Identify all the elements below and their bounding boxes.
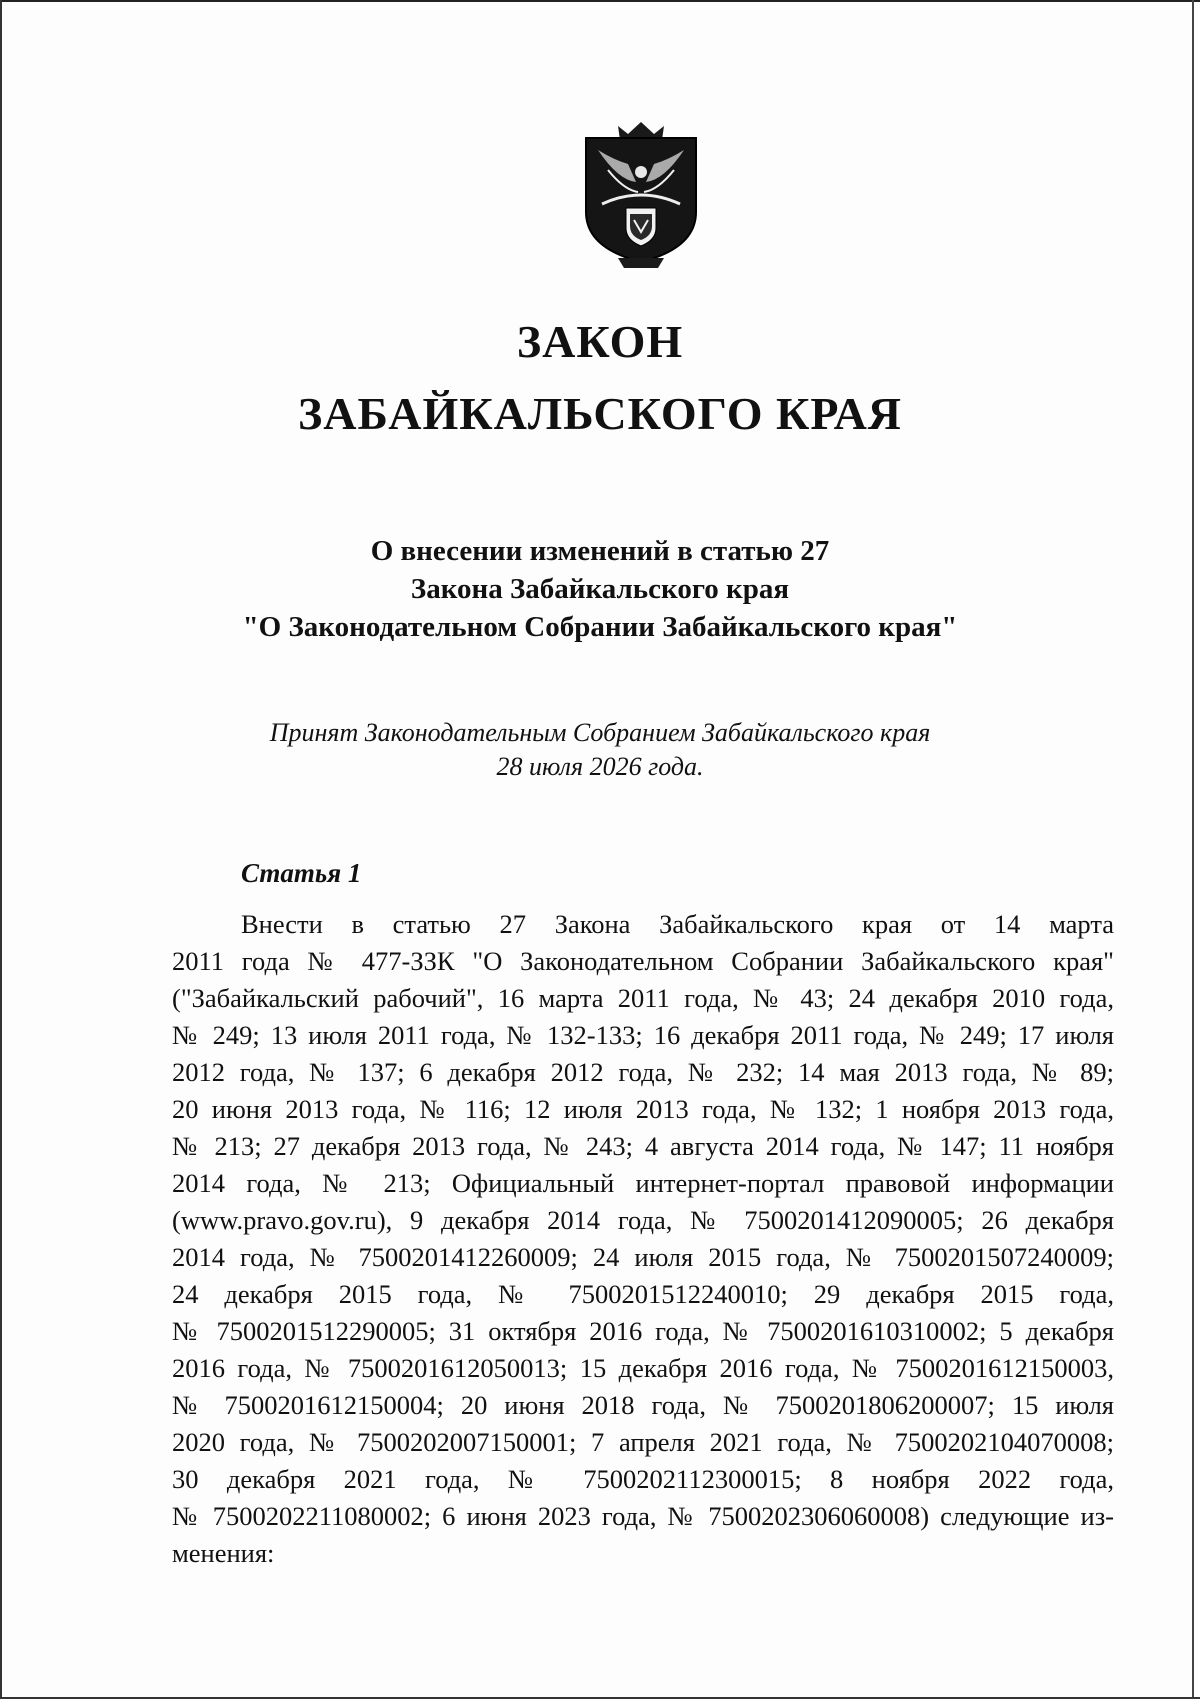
scan-edge-top	[0, 0, 1200, 2]
subject-line: О внесении изменений в статью 27	[370, 535, 830, 567]
scan-edge-left	[0, 0, 2, 1699]
body-line: № 7500202211080002; 6 июня 2023 года, № 7500202306060008) следующие из-	[172, 1501, 1114, 1531]
body-line: 2014 года, № 7500201412260009; 24 июля 2015 года, № 7500201507240009;	[172, 1242, 1114, 1272]
body-line: ("Забайкальский рабочий", 16 марта 2011 года, № 43; 24 декабря 2010 года,	[172, 983, 1114, 1013]
law-title: ЗАКОН	[516, 316, 684, 367]
body-line: № 249; 13 июля 2011 года, № 132-133; 16 декабря 2011 года, № 249; 17 июля	[172, 1020, 1114, 1050]
body-line: 20 июня 2013 года, № 116; 12 июля 2013 года, № 132; 1 ноября 2013 года,	[172, 1094, 1114, 1124]
body-line: 30 декабря 2021 года, № 7500202112300015; 8 ноября 2022 года,	[172, 1464, 1114, 1494]
law-region-title: ЗАБАЙКАЛЬСКОГО КРАЯ	[297, 388, 903, 439]
body-line: № 7500201612150004; 20 июня 2018 года, № 7500201806200007; 15 июля	[172, 1390, 1114, 1420]
body-line: № 7500201512290005; 31 октября 2016 года, № 7500201610310002; 5 декабря	[172, 1316, 1114, 1346]
body-line: 2020 года, № 7500202007150001; 7 апреля 2021 года, № 7500202104070008;	[172, 1427, 1114, 1457]
body-line: № 213; 27 декабря 2013 года, № 243; 4 августа 2014 года, № 147; 11 ноября	[172, 1131, 1114, 1161]
adoption-date: 28 июля 2026 года.	[496, 752, 704, 781]
body-line: 2012 года, № 137; 6 декабря 2012 года, № 232; 14 мая 2013 года, № 89;	[172, 1057, 1114, 1087]
adoption-note	[0, 716, 1200, 784]
body-line: 2014 года, № 213; Официальный интернет-портал правовой информации	[172, 1168, 1114, 1198]
adoption-line: Принят Законодательным Собранием Забайкальского края	[269, 718, 931, 747]
body-line: (www.pravo.gov.ru), 9 декабря 2014 года, № 7500201412090005; 26 декабря	[172, 1205, 1114, 1235]
subject-line: Закона Забайкальского края	[410, 573, 790, 605]
scan-edge-right	[1192, 0, 1194, 1699]
article-heading: Статья 1	[241, 858, 362, 888]
body-line: Внести в статью 27 Закона Забайкальского края от 14 марта	[241, 909, 1114, 939]
body-line: менения:	[172, 1538, 275, 1568]
coat-of-arms-icon	[578, 120, 704, 270]
subject-line: "О Законодательном Собрании Забайкальского края"	[242, 611, 958, 643]
law-subject	[0, 532, 1200, 646]
article-body	[172, 906, 1114, 1572]
body-line: 2011 года № 477-ЗЗК "О Законодательном Собрании Забайкальского края"	[172, 946, 1114, 976]
body-line: 24 декабря 2015 года, № 7500201512240010; 29 декабря 2015 года,	[172, 1279, 1114, 1309]
body-line: 2016 года, № 7500201612050013; 15 декабря 2016 года, № 7500201612150003,	[172, 1353, 1114, 1383]
